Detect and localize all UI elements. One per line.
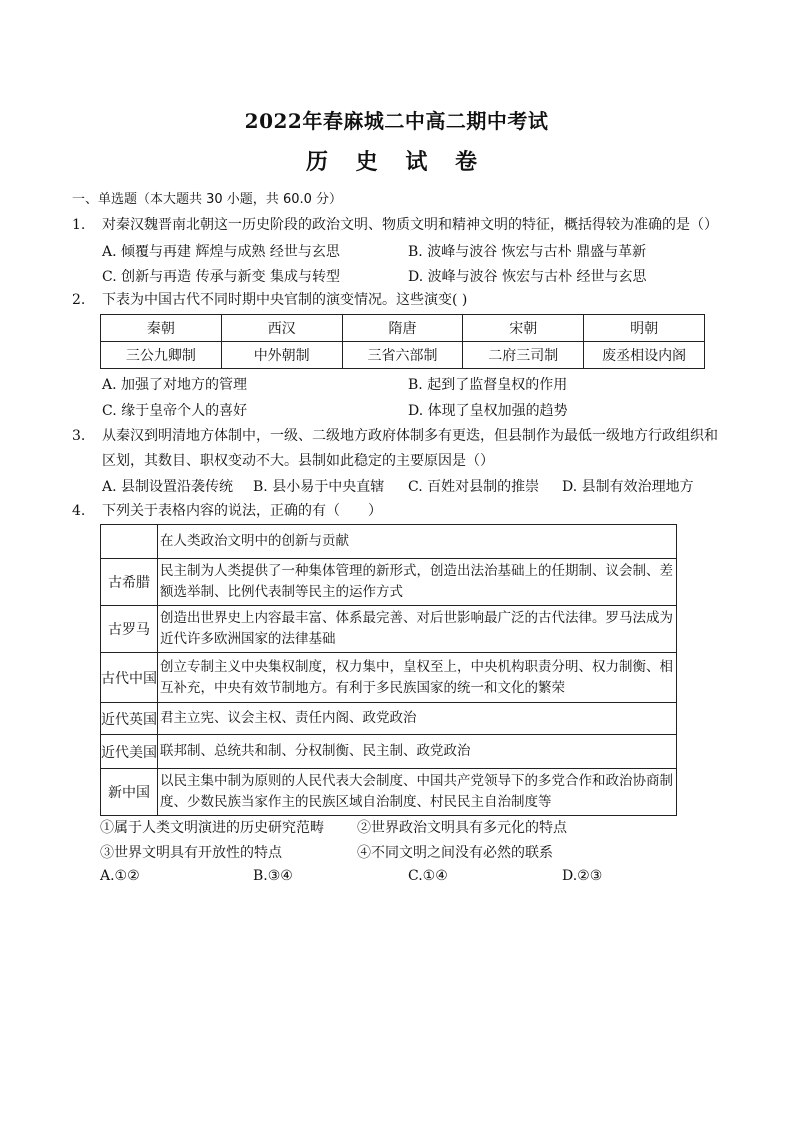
- question-2: [72, 288, 722, 313]
- table-cell: 明朝: [584, 315, 705, 342]
- table-header-row: [101, 525, 677, 559]
- q3-option-a[interactable]: A. 县制设置沿袭传统: [102, 479, 234, 495]
- question-3: [72, 424, 722, 449]
- question-4: [72, 499, 722, 524]
- table-row-value: 民主制为人类提供了一种集体管理的新形式，创造出法治基础上的任期制、议会制、差额选举制、比例代表制等民主的运作方式: [158, 559, 677, 606]
- q3-option-d[interactable]: D. 县制有效治理地方: [562, 479, 694, 495]
- table-row: [101, 735, 677, 769]
- q2-option-b[interactable]: B. 起到了监督皇权的作用: [408, 377, 568, 393]
- question-text: 下列关于表格内容的说法，正确的有（ ）: [102, 503, 382, 519]
- table-row: [101, 653, 677, 703]
- table-row: [101, 703, 677, 735]
- question-3-cont: 区划，其数目、职权变动不大。县制如此稳定的主要原因是（）: [102, 453, 494, 469]
- table-row-key: 新中国: [101, 769, 158, 816]
- table-cell: 宋朝: [463, 315, 584, 342]
- q4-option-c[interactable]: C.①④: [408, 868, 448, 884]
- q3-option-b[interactable]: B. 县小易于中央直辖: [253, 479, 385, 495]
- table-row-key: 近代美国: [101, 735, 158, 769]
- question-text: 下表为中国古代不同时期中央官制的演变情况。这些演变( ): [102, 292, 468, 308]
- table-row-key: 古希腊: [101, 559, 158, 606]
- q4-statement-1: ①属于人类文明演进的历史研究范畴: [100, 820, 324, 836]
- civilization-table: [100, 524, 677, 816]
- q4-statement-2: ②世界政治文明具有多元化的特点: [357, 820, 567, 836]
- table-cell: [101, 525, 158, 559]
- table-cell: 三省六部制: [342, 342, 463, 369]
- q1-option-c[interactable]: C. 创新与再造 传承与新变 集成与转型: [102, 269, 341, 285]
- q1-option-b[interactable]: B. 波峰与波谷 恢宏与古朴 鼎盛与革新: [408, 244, 647, 260]
- table-cell: 隋唐: [342, 315, 463, 342]
- table-cell: 中外朝制: [221, 342, 342, 369]
- table-header-row: [101, 315, 705, 342]
- table-cell: 二府三司制: [463, 342, 584, 369]
- table-row: [101, 606, 677, 653]
- question-number: 3.: [72, 428, 86, 444]
- table-row-key: 近代英国: [101, 703, 158, 735]
- q1-option-d[interactable]: D. 波峰与波谷 恢宏与古朴 经世与玄思: [408, 269, 647, 285]
- table-row-key: 古罗马: [101, 606, 158, 653]
- table-row-value: 创造出世界史上内容最丰富、体系最完善、对后世影响最广泛的古代法律。罗马法成为近代许多欧洲国家的法律基础: [158, 606, 677, 653]
- table-row-value: 创立专制主义中央集权制度，权力集中，皇权至上，中央机构职责分明、权力制衡、相互补充，中央有效节制地方。有利于多民族国家的统一和文化的繁荣: [158, 653, 677, 703]
- question-text: 对秦汉魏晋南北朝这一历史阶段的政治文明、物质文明和精神文明的特征，概括得较为准确的是（）: [102, 217, 718, 233]
- table-cell: 西汉: [221, 315, 342, 342]
- question-number: 1.: [72, 217, 86, 233]
- question-number: 2.: [72, 292, 86, 308]
- table-cell: 废丞相设内阁: [584, 342, 705, 369]
- q4-statement-4: ④不同文明之间没有必然的联系: [357, 845, 553, 861]
- exam-title: 2022年春麻城二中高二期中考试: [244, 109, 549, 133]
- q2-option-c[interactable]: C. 缘于皇帝个人的喜好: [102, 403, 248, 419]
- q3-option-c[interactable]: C. 百姓对县制的推崇: [408, 479, 540, 495]
- q4-statement-3: ③世界文明具有开放性的特点: [100, 845, 282, 861]
- officials-table: [100, 314, 705, 369]
- q4-option-b[interactable]: B.③④: [253, 868, 293, 884]
- table-cell: 在人类政治文明中的创新与贡献: [158, 525, 677, 559]
- q4-option-d[interactable]: D.②③: [562, 868, 603, 884]
- question-text: 从秦汉到明清地方体制中，一级、二级地方政府体制多有更迭，但县制作为最低一级地方行政组织和: [102, 428, 718, 444]
- table-row-value: 君主立宪、议会主权、责任内阁、政党政治: [158, 703, 677, 735]
- section-heading: 一、单选题（本大题共 30 小题，共 60.0 分）: [72, 192, 343, 207]
- table-row-value: 以民主集中制为原则的人民代表大会制度、中国共产党领导下的多党合作和政治协商制度、少数民族当家作主的民族区域自治制度、村民民主自治制度等: [158, 769, 677, 816]
- table-row-value: 联邦制、总统共和制、分权制衡、民主制、政党政治: [158, 735, 677, 769]
- question-1: [72, 213, 722, 238]
- table-cell: 秦朝: [101, 315, 222, 342]
- exam-subtitle: 历 史 试 卷: [306, 149, 487, 175]
- q4-option-a[interactable]: A.①②: [100, 868, 140, 884]
- table-row: [101, 769, 677, 816]
- table-row: [101, 342, 705, 369]
- table-row-key: 古代中国: [101, 653, 158, 703]
- q2-option-d[interactable]: D. 体现了皇权加强的趋势: [408, 403, 568, 419]
- q1-option-a[interactable]: A. 倾覆与再建 辉煌与成熟 经世与玄思: [102, 244, 340, 260]
- table-row: [101, 559, 677, 606]
- table-cell: 三公九卿制: [101, 342, 222, 369]
- q2-option-a[interactable]: A. 加强了对地方的管理: [102, 377, 248, 393]
- question-number: 4.: [72, 503, 86, 519]
